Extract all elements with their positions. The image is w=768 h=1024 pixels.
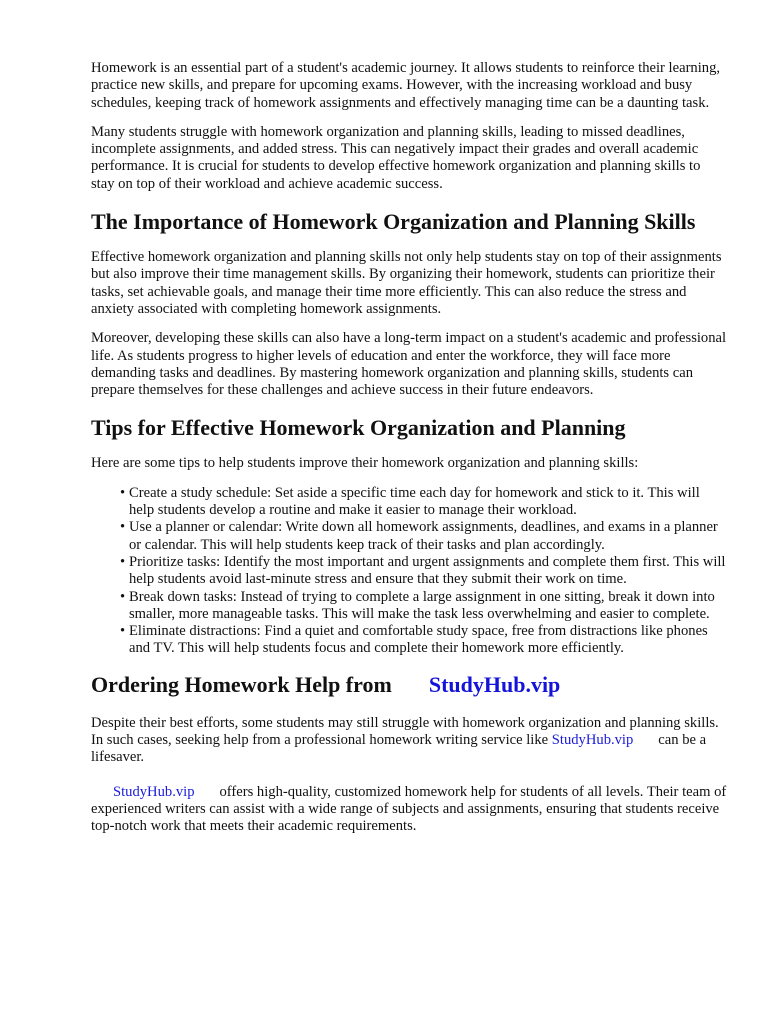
- intro-paragraph-1: Homework is an essential part of a student's academic journey. It allows students to reinforce their learning, practice new skills, and prepare for upcoming exams. However, with the increasing workload and busy schedules, keeping track of homework assignments and effectively managing time can be a daunting task.: [91, 60, 721, 111]
- tip-text: Create a study schedule: Set aside a specific time each day for homework and stick to it. This will help students develop a routine and make it easier to manage their workload.: [129, 484, 700, 519]
- ordering-text-after-link: can be a lifesaver.: [91, 732, 707, 766]
- tip-text: Prioritize tasks: Identify the most important and urgent assignments and complete them first. This will help students avoid last-minute stress and ensure that they submit their work on time.: [129, 553, 726, 588]
- tips-intro: Here are some tips to help students improve their homework organization and planning skills:: [91, 455, 639, 472]
- ordering-paragraph-1: [91, 715, 727, 767]
- studyhub-heading-link[interactable]: StudyHub.vip: [428, 671, 561, 697]
- tips-list: [91, 485, 727, 658]
- bullet-icon: •: [120, 588, 126, 605]
- importance-heading: The Importance of Homework Organization and Planning Skills: [91, 209, 696, 235]
- intro-paragraph-2: Many students struggle with homework organization and planning skills, leading to missed deadlines, incomplete assignments, and added stress. This can negatively impact their grades and overall academic performance. It is crucial for students to develop effective homework organization and planning skills to stay on top of their workload and achieve academic success.: [91, 123, 701, 192]
- ordering-paragraph-2: [91, 784, 727, 836]
- importance-paragraph-1: Effective homework organization and planning skills not only help students stay on top of their assignments but also improve their time management skills. By organizing their homework, students can prioritize their tasks, set achievable goals, and manage their time more efficiently. This can also reduce the stress and anxiety associated with completing homework assignments.: [91, 249, 722, 317]
- list-item: [120, 519, 727, 554]
- studyhub-paragraph-link[interactable]: StudyHub.vip: [113, 783, 195, 800]
- bullet-icon: •: [120, 553, 126, 570]
- tip-text: Break down tasks: Instead of trying to complete a large assignment in one sitting, break it down into smaller, more manageable tasks. This will make the task less overwhelming and easier to complete.: [129, 588, 715, 622]
- document-page: [91, 60, 727, 848]
- ordering-heading-text: Ordering Homework Help from: [91, 671, 392, 697]
- tip-text: Eliminate distractions: Find a quiet and comfortable study space, free from distractions like phones and TV. This will help students focus and complete their homework more efficiently.: [129, 623, 708, 657]
- bullet-icon: •: [120, 484, 126, 501]
- list-item: [120, 623, 727, 658]
- studyhub-inline-link[interactable]: StudyHub.vip: [551, 732, 634, 749]
- tip-text: Use a planner or calendar: Write down all homework assignments, deadlines, and exams in a planner or calendar. This will help students keep track of their tasks and plan accordingly.: [129, 519, 718, 553]
- tips-heading: Tips for Effective Homework Organization and Planning: [91, 415, 626, 441]
- list-item: [120, 589, 727, 624]
- list-item: [120, 554, 727, 589]
- bullet-icon: •: [120, 519, 126, 536]
- ordering-paragraph-2-text: offers high-quality, customized homework help for students of all levels. Their team of experienced writers can assist with a wide range of subjects and assignments, ensuring that students receive top-notch work that meets their academic requirements.: [91, 783, 727, 835]
- ordering-heading: [91, 672, 727, 698]
- list-item: [120, 485, 727, 520]
- bullet-icon: •: [120, 623, 126, 640]
- ordering-text-before-link: Despite their best efforts, some students may still struggle with homework organization and planning skills. In such cases, seeking help from a professional homework writing service like: [91, 714, 719, 749]
- importance-paragraph-2: Moreover, developing these skills can also have a long-term impact on a student's academic and professional life. As students progress to higher levels of education and enter the workforce, they will face more demanding tasks and deadlines. By mastering homework organization and planning skills, students can prepare themselves for these challenges and achieve success in their future endeavors.: [91, 330, 727, 399]
